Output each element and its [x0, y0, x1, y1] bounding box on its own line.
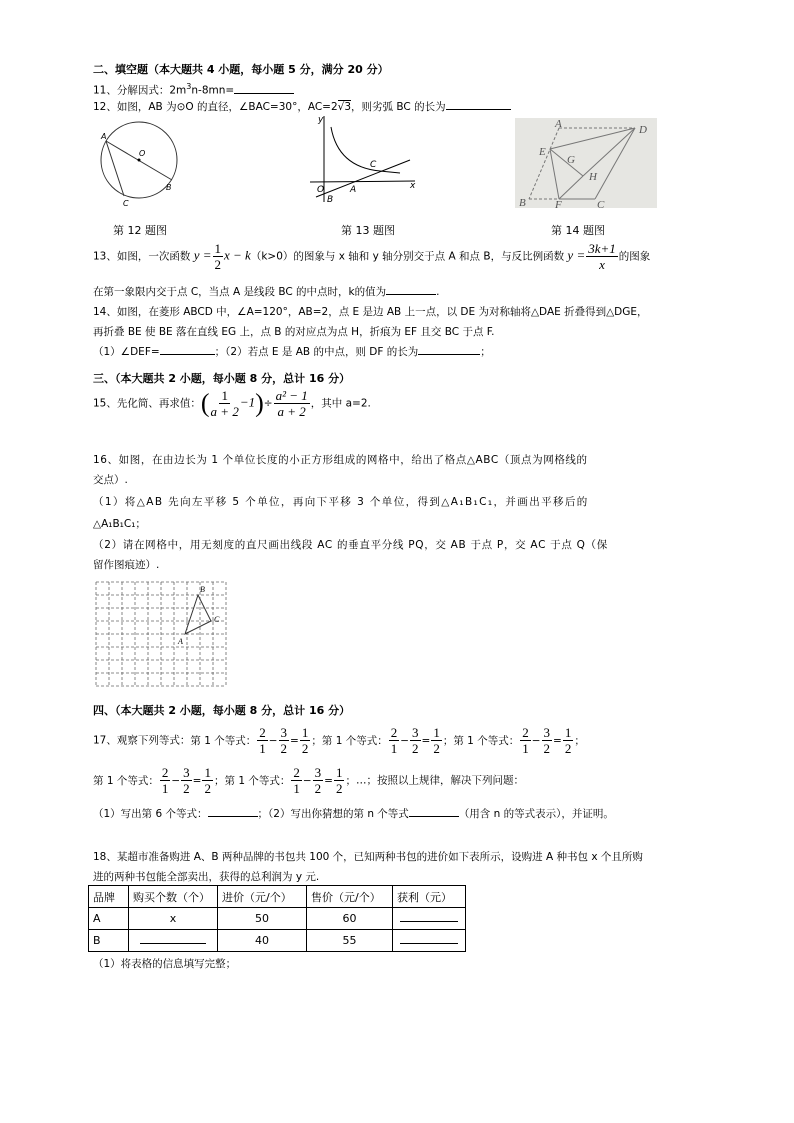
paren: ( — [200, 388, 210, 418]
question-18-line2: 进的两种书包能全部卖出，获得的总利润为 y 元. — [93, 871, 320, 883]
label-F: F — [555, 199, 562, 208]
question-13-line2 — [93, 284, 439, 299]
numerator: 2 — [522, 725, 529, 740]
paren: ) — [255, 388, 264, 418]
q11-exponent: 3 — [186, 82, 192, 91]
label-H: H — [589, 171, 597, 183]
separator: ； — [345, 774, 356, 787]
fraction — [300, 725, 311, 756]
q17-part2: ；（2）写出你猜想的第 n 个等式 — [257, 808, 409, 820]
question-17-line2 — [93, 765, 524, 796]
minus: − — [400, 734, 410, 747]
numerator: 3 — [412, 725, 419, 740]
cell[interactable] — [393, 930, 466, 952]
question-18-part1: （1）将表格的信息填写完整； — [93, 958, 237, 970]
cell: 60 — [307, 908, 393, 930]
answer-blank[interactable] — [386, 294, 436, 295]
q17-ellipsis: …；按照以上规律，解决下列问题： — [355, 774, 524, 787]
answer-blank[interactable] — [208, 816, 258, 817]
answer-blank[interactable] — [160, 354, 215, 355]
divide: ÷ — [263, 397, 273, 410]
denominator: a + 2 — [210, 404, 239, 419]
question-14-line2: 再折叠 BE 使 BE 落在直线 EG 上，点 B 的对应点为点 H，折痕为 EF 且交 BC 于点 F. — [93, 326, 495, 338]
figure-14-caption: 第 14 题图 — [551, 224, 605, 237]
section-4-title: 四、（本大题共 2 小题，每小题 8 分，总计 16 分） — [93, 704, 351, 717]
figure-13-caption: 第 13 题图 — [341, 224, 395, 237]
cell: B — [89, 930, 129, 952]
question-11 — [93, 82, 294, 98]
question-17-line1 — [93, 725, 585, 756]
equation-group — [93, 765, 225, 796]
table-header-row — [89, 886, 466, 908]
table-row — [89, 930, 466, 952]
label-x: x — [410, 181, 416, 191]
fraction — [563, 725, 574, 756]
q11-text-b: n-8mn= — [191, 84, 235, 97]
question-16-line1: 16、如图，在由边长为 1 个单位长度的小正方形组成的网格中，给出了格点△ABC（顶点为网格线的 — [93, 454, 588, 466]
equation-label: 第 1 个等式： — [190, 734, 257, 747]
equals: = — [290, 734, 299, 747]
cell: x — [129, 908, 218, 930]
label-A: A — [350, 185, 357, 195]
numerator: 1 — [301, 725, 309, 740]
equation-label: 第 1 个等式： — [93, 774, 159, 787]
minus: − — [171, 774, 181, 787]
fraction — [202, 765, 213, 796]
equation-group — [224, 765, 356, 796]
header-cell: 进价（元/个） — [218, 886, 307, 908]
fraction — [213, 241, 224, 272]
fraction — [520, 725, 531, 756]
cell: 40 — [218, 930, 307, 952]
denominator: 1 — [390, 741, 398, 756]
q12-text: 12、如图，AB 为⊙O 的直径，∠BAC=30°，AC=2 — [93, 101, 338, 113]
q17-intro: 17、观察下列等式： — [93, 734, 191, 747]
numerator: 1 — [564, 725, 572, 740]
label-A: A — [555, 118, 562, 130]
label-C: C — [370, 160, 377, 170]
denominator: 2 — [183, 781, 190, 796]
numerator: 2 — [293, 765, 300, 780]
answer-blank[interactable] — [234, 93, 294, 94]
fraction — [431, 725, 442, 756]
equation-label: 第 1 个等式： — [224, 774, 291, 787]
formula-y2: y = — [567, 247, 586, 263]
question-16-line4: △A₁B₁C₁； — [93, 518, 146, 530]
denominator: 2 — [280, 741, 288, 756]
fraction — [274, 388, 310, 419]
minus-one: −1 — [239, 394, 256, 410]
figure-14-rhombus — [515, 118, 657, 208]
label-B: B — [327, 195, 334, 202]
label-C: C — [123, 199, 129, 208]
denominator: 2 — [204, 781, 211, 796]
question-16-line5: （2）请在网格中，用无刻度的直尺画出线段 AC 的垂直平分线 PQ，交 AB 于点 P，交 AC 于点 Q（保 — [93, 539, 608, 551]
numerator: a² − 1 — [275, 388, 308, 403]
label-B: B — [200, 585, 205, 594]
label-C: C — [597, 199, 605, 208]
denominator: 2 — [564, 741, 572, 756]
fraction — [257, 725, 268, 756]
equation-group — [321, 725, 454, 756]
answer-blank[interactable] — [446, 109, 511, 110]
answer-blank[interactable] — [409, 816, 459, 817]
label-D: D — [639, 124, 647, 136]
denominator: x — [599, 257, 605, 272]
q11-text: 11、分解因式：2m — [93, 84, 187, 97]
denominator: 1 — [161, 781, 169, 796]
answer-blank[interactable] — [400, 921, 458, 922]
denominator: 1 — [522, 741, 529, 756]
question-14-parts — [93, 344, 491, 359]
fraction — [291, 765, 302, 796]
label-A: A — [101, 132, 107, 141]
label-C: C — [214, 615, 220, 624]
minus: − — [531, 734, 541, 747]
equation-group — [453, 725, 585, 756]
numerator: 1 — [204, 765, 211, 780]
separator: ； — [213, 774, 225, 787]
answer-blank[interactable] — [418, 354, 480, 355]
label-B: B — [519, 197, 526, 208]
numerator: 2 — [161, 765, 169, 780]
header-cell: 购买个数（个） — [129, 886, 218, 908]
q13-text-c: 的图象 — [618, 250, 651, 263]
q15-text: 15、先化简、再求值： — [93, 397, 201, 410]
equation-group — [190, 725, 322, 756]
denominator: 2 — [543, 741, 551, 756]
q17-part1: （1）写出第 6 个等式： — [93, 808, 208, 820]
q17-part3: （用含 n 的等式表示），并证明。 — [458, 808, 614, 820]
numerator: 3 — [280, 725, 288, 740]
numerator: 3k+1 — [588, 241, 616, 256]
label-O: O — [139, 149, 146, 158]
denominator: 1 — [293, 781, 300, 796]
fraction — [410, 725, 421, 756]
section-3-title: 三、（本大题共 2 小题，每小题 8 分，总计 16 分） — [93, 372, 351, 385]
question-15 — [93, 388, 371, 419]
header-cell: 售价（元/个） — [307, 886, 393, 908]
q14-end: ； — [480, 346, 491, 358]
numerator: 2 — [390, 725, 398, 740]
fraction — [211, 388, 239, 419]
figure-12-caption: 第 12 题图 — [113, 224, 167, 237]
denominator: 2 — [412, 741, 419, 756]
answer-blank[interactable] — [400, 943, 458, 944]
fraction — [279, 725, 290, 756]
price-table — [88, 885, 466, 952]
question-16-line6: 留作图痕迹）. — [93, 559, 160, 571]
denominator: 2 — [335, 781, 343, 796]
period: . — [436, 286, 440, 298]
q14-part1: （1）∠DEF= — [93, 346, 160, 358]
cell: 55 — [307, 930, 393, 952]
equals: = — [324, 774, 333, 787]
fraction — [313, 765, 324, 796]
label-G: G — [567, 154, 575, 166]
denominator: 2 — [301, 741, 309, 756]
q13-text-b: （k>0）的图象与 x 轴和 y 轴分别交于点 A 和点 B，与反比例函数 — [250, 250, 565, 263]
fraction — [586, 241, 618, 272]
label-B: B — [166, 183, 172, 192]
denominator: 1 — [259, 741, 266, 756]
formula-expr: x − k — [224, 247, 251, 263]
sqrt: √3 — [337, 101, 352, 113]
label-y: y — [318, 115, 324, 125]
denominator: 2 — [314, 781, 322, 796]
separator: ； — [442, 734, 454, 747]
cell: 50 — [218, 908, 307, 930]
q14-part2: ；（2）若点 E 是 AB 的中点，则 DF 的长为 — [214, 346, 419, 358]
question-13 — [93, 241, 650, 272]
equation-label: 第 1 个等式： — [453, 734, 520, 747]
equals: = — [553, 734, 562, 747]
fraction — [334, 765, 345, 796]
grid-figure — [94, 580, 234, 692]
cell[interactable] — [393, 908, 466, 930]
q12-text-b: ，则劣弧 BC 的长为 — [351, 101, 446, 113]
fraction — [160, 765, 171, 796]
q15-text-b: ，其中 a=2. — [310, 397, 371, 410]
header-cell: 品牌 — [89, 886, 129, 908]
question-16-line3: （1）将△AB 先向左平移 5 个单位，再向下平移 3 个单位，得到△A₁B₁C₁，并画出平移后的 — [93, 496, 589, 508]
label-O: O — [317, 185, 325, 195]
figure-12-circle — [96, 118, 186, 218]
section-2-title: 二、填空题（本大题共 4 小题，每小题 5 分，满分 20 分） — [93, 63, 389, 76]
denominator: 2 — [214, 257, 222, 272]
numerator: 2 — [259, 725, 266, 740]
equation-label: 第 1 个等式： — [321, 734, 388, 747]
numerator: 1 — [221, 388, 228, 403]
numerator: 3 — [314, 765, 322, 780]
denominator: a + 2 — [277, 404, 306, 419]
header-cell: 获利（元） — [393, 886, 466, 908]
numerator: 3 — [183, 765, 190, 780]
fraction — [542, 725, 553, 756]
numerator: 1 — [335, 765, 343, 780]
question-17-parts — [93, 806, 614, 821]
cell: A — [89, 908, 129, 930]
numerator: 1 — [214, 241, 222, 256]
separator: ； — [311, 734, 322, 747]
minus: − — [302, 774, 312, 787]
answer-blank[interactable] — [140, 943, 206, 944]
q13-text: 13、如图，一次函数 — [93, 250, 191, 263]
separator: ； — [574, 734, 585, 747]
question-16-line2: 交点）. — [93, 474, 128, 486]
cell[interactable] — [129, 930, 218, 952]
table-row — [89, 908, 466, 930]
minus: − — [268, 734, 278, 747]
sqrt-value: 3 — [344, 101, 352, 113]
equals: = — [192, 774, 202, 787]
numerator: 1 — [433, 725, 440, 740]
fraction — [181, 765, 192, 796]
fraction — [389, 725, 400, 756]
denominator: 2 — [433, 741, 440, 756]
label-E: E — [539, 146, 546, 158]
numerator: 3 — [543, 725, 551, 740]
figure-13-graph — [290, 112, 430, 202]
formula-y: y = — [193, 247, 212, 263]
question-18-line1: 18、某超市准备购进 A、B 两种品牌的书包共 100 个，已知两种书包的进价如下表所示，设购进 A 种书包 x 个且所购 — [93, 851, 643, 863]
q13-line2-text: 在第一象限内交于点 C，当点 A 是线段 BC 的中点时，k的值为 — [93, 286, 387, 298]
question-14-line1: 14、如图，在菱形 ABCD 中，∠A=120°，AB=2，点 E 是边 AB 上一点，以 DE 为对称轴将△DAE 折叠得到△DGE， — [93, 306, 648, 318]
label-A: A — [178, 637, 183, 646]
equals: = — [421, 734, 431, 747]
